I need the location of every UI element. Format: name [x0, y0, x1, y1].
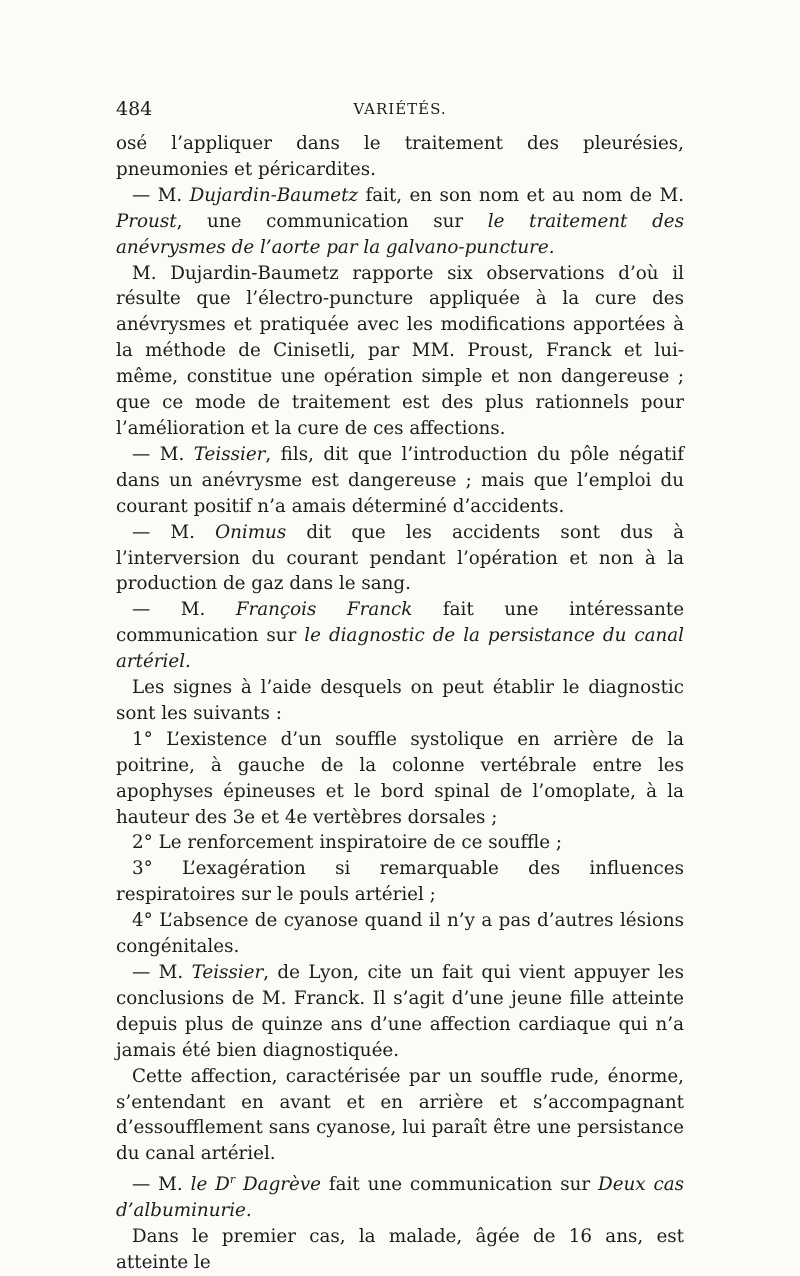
text-run: fait, en son nom et au nom de M. — [358, 184, 685, 206]
text-run: , fils, dit que l’introduction du pôle négatif dans un anévrysme est dangereuse ; mais que l’emploi du courant positif n’a amais déterminé d’accidents. — [116, 443, 684, 517]
italic-text: Dagrève — [243, 1174, 321, 1196]
text-run: dit que les accidents sont dus à l’interversion du courant pendant l’opération et non à la production de gaz dans le sang. — [116, 521, 684, 595]
page-number: 484 — [116, 98, 153, 120]
text-run: fait une intéressante communication sur — [116, 599, 685, 647]
italic-text: r — [229, 1173, 236, 1187]
text-run: Cette affection, caractérisée par un souffle rude, énorme, s’entendant en avant et en arrière et s’accompagnant d’essoufflement sans cyanose, lui paraît être une persistance du canal artériel. — [116, 1065, 684, 1165]
paragraph-11 — [116, 908, 684, 960]
text-run: Dans le premier cas, la malade, âgée de 16 ans, est atteinte le — [116, 1226, 684, 1274]
text-run: 4° L’absence de cyanose quand il n’y a pas d’autres lésions congénitales. — [116, 910, 684, 958]
text-run: fait une communication sur — [320, 1174, 599, 1196]
text-run: , de Lyon, cite un fait qui vient appuyer les conclusions de M. Franck. Il s’agit d’une jeune fille atteinte depuis plus de quinze ans d’une affection cardiaque qui n’a jamais été bien diagnostiquée. — [116, 962, 684, 1061]
body-text — [116, 131, 684, 1276]
paragraph-14 — [116, 1167, 684, 1224]
paragraph-5 — [116, 520, 684, 598]
italic-text: le D — [190, 1174, 230, 1196]
italic-text: Proust — [116, 210, 177, 232]
text-run: osé l’appliquer dans le traitement des pleurésies, pneumonies et péricardites. — [116, 133, 684, 180]
text-run: Les signes à l’aide desquels on peut établir le diagnostic sont les suivants : — [116, 677, 684, 724]
paragraph-3 — [116, 261, 684, 442]
paragraph-15 — [116, 1224, 684, 1276]
italic-text: le traitement des anévrysmes de l’aorte par la galvano-puncture. — [116, 210, 684, 258]
page-header — [116, 98, 684, 128]
italic-text: le diagnostic de la persistance du canal artériel. — [116, 625, 684, 673]
italic-text: François Franck — [235, 599, 413, 621]
paragraph-4 — [116, 442, 684, 520]
italic-text: Teissier — [193, 443, 266, 465]
text-run: 1° L’existence d’un souffle systolique en arrière de la poitrine, à gauche de la colonne vertébrale entre les apophyses épineuses et le bord spinal de l’omoplate, à la hauteur des 3e et 4e vertèbres dorsales ; — [116, 728, 684, 828]
paragraph-6 — [116, 597, 684, 675]
paragraph-13 — [116, 1064, 684, 1168]
paragraph-7 — [116, 675, 684, 727]
paragraph-10 — [116, 856, 684, 908]
text-run: 3° L’exagération si remarquable des influences respiratoires sur le pouls artériel ; — [116, 858, 684, 906]
paragraph-9 — [116, 830, 684, 856]
text-run — [235, 1174, 243, 1195]
text-run: — M. — [132, 443, 194, 465]
italic-text: Teissier — [191, 962, 264, 983]
running-title: VARIÉTÉS. — [353, 100, 447, 118]
paragraph-8 — [116, 727, 684, 831]
text-run: — M. — [132, 599, 236, 621]
text-run: — M. — [132, 521, 216, 543]
text-run: 2° Le renforcement inspiratoire de ce souffle ; — [132, 832, 563, 854]
italic-text: Deux cas d’albuminurie. — [116, 1174, 685, 1222]
paragraph-1 — [116, 131, 684, 183]
paragraph-2 — [116, 183, 684, 261]
italic-text: Dujardin-Baumetz — [189, 184, 359, 206]
paragraph-12 — [116, 960, 684, 1064]
text-run: — M. — [132, 184, 190, 206]
text-run: — M. — [132, 962, 192, 983]
italic-text: Onimus — [215, 521, 287, 543]
text-run: — M. — [132, 1174, 191, 1196]
text-run: M. Dujardin-Baumetz rapporte six observations d’où il résulte que l’électro-puncture appliquée à la cure des anévrysmes et pratiquée avec les modifications apportées à la méthode de Cinisetli, par MM. Proust, Franck et lui-même, constitue une opération simple et non dangereuse ; que ce mode de traitement est des plus rationnels pour l’amélioration et la cure de ces affections. — [116, 262, 684, 439]
text-run: , une communication sur — [176, 210, 488, 232]
